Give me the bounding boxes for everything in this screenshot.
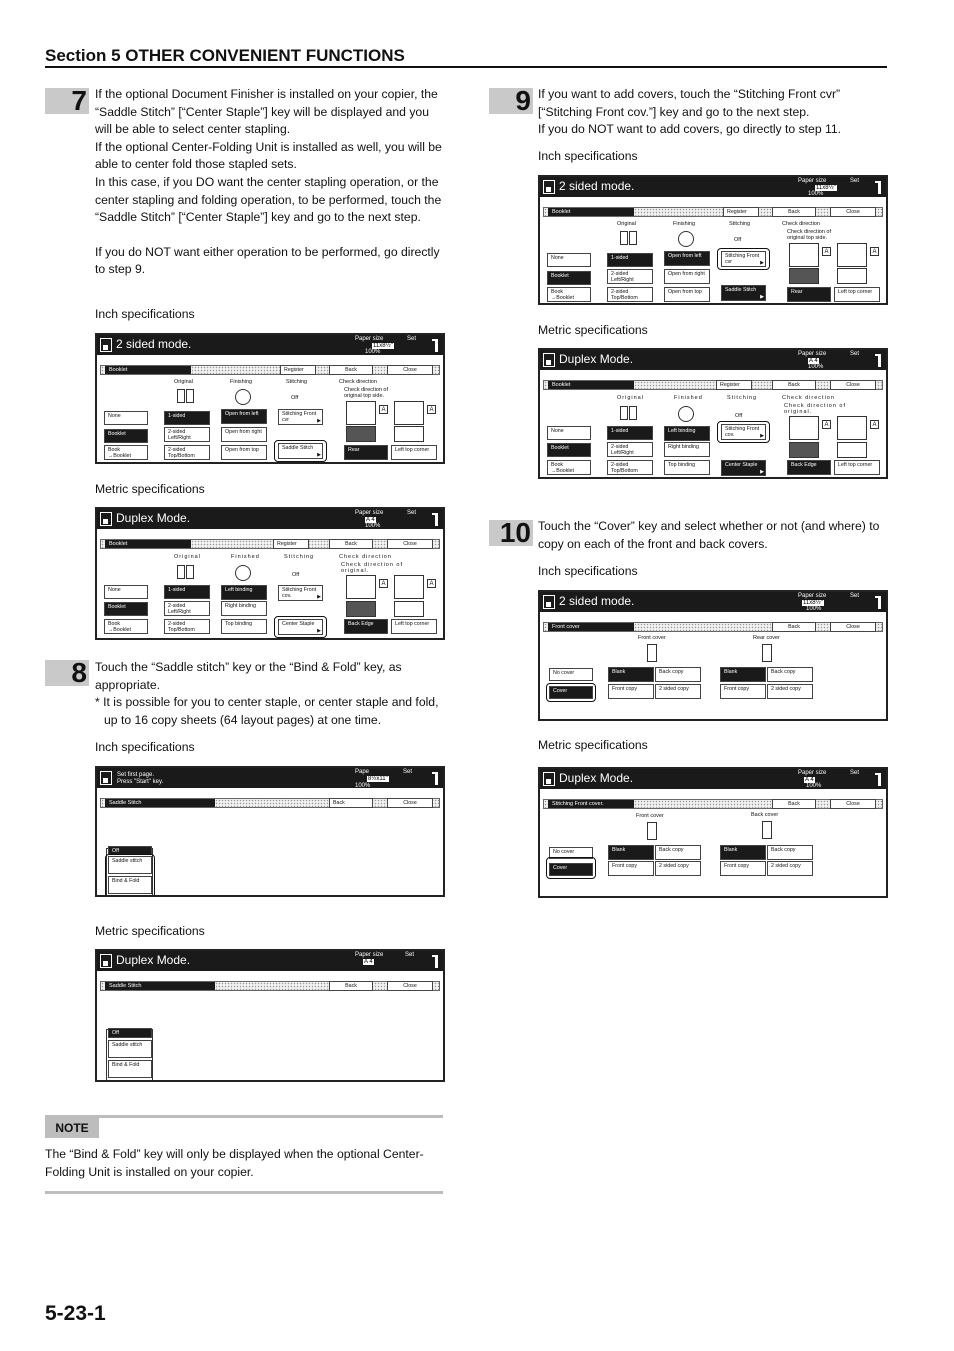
highlight-ring	[546, 857, 596, 879]
step-7-text	[95, 86, 445, 279]
copy-mode-icon	[543, 353, 555, 367]
saddle-stitch-label: Saddle Stitch	[105, 799, 215, 807]
off-option[interactable]: Off	[108, 1028, 152, 1038]
highlight-ring	[546, 683, 596, 702]
finishing-heading: Finishing	[230, 379, 253, 385]
two-sided-lr-button[interactable]: 2-sided Left/Right	[164, 427, 210, 442]
back-front-copy-button[interactable]: Front copy	[720, 861, 766, 876]
open-right-button[interactable]: Open from right	[221, 427, 267, 442]
step-8-para: Touch the “Saddle stitch” key or the “Bind & Fold” key, as appropriate.	[95, 660, 402, 692]
step-8-text	[95, 659, 445, 729]
step-9-inch-label: Inch specifications	[538, 149, 638, 163]
panel-7-metric	[95, 507, 445, 640]
two-sided-lr-button[interactable]: 2-sided Left/Right	[607, 269, 653, 284]
booklet-label: Booklet	[105, 366, 191, 374]
step-8-metric-label: Metric specifications	[95, 924, 205, 938]
open-top-button[interactable]: Open from top	[221, 445, 267, 460]
panel-9-inch	[538, 175, 888, 305]
open-left-button[interactable]: Open from left	[221, 409, 267, 424]
rear-front-copy-button[interactable]: Front copy	[720, 684, 766, 699]
center-staple-button[interactable]: Center Staple ▶	[278, 619, 323, 635]
two-sided-tb-button[interactable]: 2-sided Top/Bottom	[164, 445, 210, 460]
set-label: Set	[850, 178, 860, 184]
back-button[interactable]: Back	[329, 365, 373, 375]
set-label: Set	[407, 336, 417, 342]
step-9-number: 9	[489, 88, 533, 114]
step-7-para-3: In this case, if you DO want the center stapling operation, or the center stapling and folding operation, to be performed, touch the “Saddle Stitch” [“Center Staple”] key and go to the next step.	[95, 174, 442, 225]
none-button[interactable]: None	[547, 253, 591, 267]
letter-a-icon: A	[427, 405, 436, 414]
none-button[interactable]: None	[547, 426, 591, 440]
paper-size-label: Paper size	[798, 770, 827, 776]
booklet-button[interactable]: Booklet	[104, 429, 148, 443]
original-heading: Original	[617, 395, 644, 401]
close-button[interactable]: Close	[387, 798, 433, 808]
back-cover-heading: Back cover	[751, 812, 779, 818]
zoom-value: 100%	[806, 606, 822, 612]
paper-size-value: A 4	[809, 358, 818, 364]
highlight-ring	[105, 854, 155, 897]
front-front-copy-button[interactable]: Front copy	[608, 861, 654, 876]
left-top-corner-button[interactable]: Left top corner	[834, 460, 880, 475]
booklet-label: Booklet	[548, 381, 634, 389]
panel-7-inch	[95, 333, 445, 464]
close-button[interactable]: Close	[830, 207, 876, 217]
step-8-number: 8	[45, 660, 89, 686]
front-cover-heading: Front cover	[638, 635, 666, 641]
direction-diagram-icon	[346, 401, 376, 425]
back-two-sided-copy-button[interactable]: 2 sided copy	[767, 861, 813, 876]
rear-blank-button[interactable]: Blank	[720, 667, 766, 682]
check-direction-hint: Check direction of original.	[341, 562, 404, 574]
left-binding-button[interactable]: Left binding	[221, 585, 267, 600]
left-top-corner-button[interactable]: Left top corner	[391, 619, 437, 634]
copy-mode-icon	[100, 338, 112, 352]
direction-diagram-icon	[837, 416, 867, 440]
note-bottom-rule	[45, 1191, 443, 1194]
one-sided-button[interactable]: 1-sided	[164, 585, 210, 599]
panel-header	[540, 177, 886, 197]
panel-8-inch	[95, 766, 445, 897]
check-direction-heading: Check direction	[782, 221, 820, 227]
page-number: 5-23-1	[45, 1302, 106, 1325]
letter-a-icon: A	[822, 420, 831, 429]
booklet-label: Booklet	[548, 208, 634, 216]
none-button[interactable]: None	[104, 411, 148, 425]
back-button[interactable]: Back	[329, 539, 373, 549]
letter-a-icon: A	[379, 405, 388, 414]
zoom-value: 100%	[365, 523, 381, 529]
left-top-corner-button[interactable]: Left top corner	[391, 445, 437, 460]
back-cover-icon	[762, 821, 772, 839]
step-8-inch-label: Inch specifications	[95, 740, 195, 754]
set-label: Set	[403, 769, 413, 775]
highlight-ring	[274, 440, 327, 462]
step-9-metric-label: Metric specifications	[538, 323, 648, 337]
step-10-number: 10	[489, 520, 533, 546]
right-binding-button[interactable]: Right binding	[664, 442, 710, 457]
rear-diagram-icon	[789, 268, 819, 284]
panel-9-metric	[538, 348, 888, 479]
rear-cover-heading: Rear cover	[753, 635, 780, 641]
back-button[interactable]: Back	[329, 798, 373, 808]
two-sided-tb-button[interactable]: 2-sided Top/Bottom	[607, 287, 653, 302]
zoom-value: 100%	[808, 364, 824, 370]
one-sided-button[interactable]: 1-sided	[607, 426, 653, 440]
copy-mode-icon	[543, 595, 555, 609]
note-text: The “Bind & Fold” key will only be displayed when the optional Center-Folding Unit is installed on your copier.	[45, 1147, 424, 1179]
set-label: Set	[850, 351, 860, 357]
bind-fold-option[interactable]: Bind & Fold	[108, 1060, 152, 1078]
top-binding-button[interactable]: Top binding	[664, 460, 710, 475]
step-7-metric-label: Metric specifications	[95, 482, 205, 496]
back-back-copy-button[interactable]: Back copy	[767, 845, 813, 860]
original-icon	[620, 406, 640, 422]
direction-diagram-icon	[837, 243, 867, 267]
paper-size-label: Paper size	[355, 952, 384, 958]
step-7-inch-label: Inch specifications	[95, 307, 195, 321]
stitching-heading: Stitching	[729, 221, 751, 227]
open-right-button[interactable]: Open from right	[664, 269, 710, 284]
back-button[interactable]: Back	[772, 799, 816, 809]
direction-diagram-icon	[346, 575, 376, 599]
back-button[interactable]: Back	[772, 207, 816, 217]
front-cover-heading: Front cover	[636, 813, 664, 819]
step-10-inch-label: Inch specifications	[538, 564, 638, 578]
rear-two-sided-copy-button[interactable]: 2 sided copy	[767, 684, 813, 699]
front-blank-button[interactable]: Blank	[608, 667, 654, 682]
step-8-footnote: * It is possible for you to center staple, or center staple and fold, up to 16 copy sheets (64 layout pages) at one time.	[95, 695, 439, 727]
two-sided-tb-button[interactable]: 2-sided Top/Bottom	[164, 619, 210, 634]
stitching-value: Off	[735, 413, 743, 419]
open-left-button[interactable]: Open from left	[664, 251, 710, 266]
system-icon	[432, 955, 438, 968]
note-tag: NOTE	[45, 1118, 99, 1138]
panel-10-metric	[538, 767, 888, 898]
front-back-copy-button[interactable]: Back copy	[655, 667, 701, 682]
booklet-label: Booklet	[105, 540, 191, 548]
mode-title: Duplex Mode.	[116, 511, 191, 525]
finishing-heading: Finishing	[673, 221, 696, 227]
stitching-heading: Stitching	[284, 554, 315, 560]
original-icon	[620, 231, 640, 247]
copy-mode-icon	[543, 772, 555, 786]
paper-size-label: Paper size	[355, 510, 384, 516]
two-sided-lr-button[interactable]: 2-sided Left/Right	[607, 442, 653, 457]
front-front-copy-button[interactable]: Front copy	[608, 684, 654, 699]
letter-a-icon: A	[870, 247, 879, 256]
stitching-heading: Stitching	[727, 395, 758, 401]
front-cover-icon	[647, 822, 657, 840]
two-sided-lr-button[interactable]: 2-sided Left/Right	[164, 601, 210, 616]
cover-button[interactable]: Cover	[549, 686, 593, 699]
mode-title: 2 sided mode.	[559, 179, 635, 193]
check-direction-heading: Check direction	[339, 554, 392, 560]
original-heading: Original	[617, 221, 636, 227]
direction-diagram-icon	[394, 401, 424, 425]
back-edge-button[interactable]: Back Edge	[344, 619, 388, 634]
booklet-button[interactable]: Booklet	[547, 443, 591, 457]
original-heading: Original	[174, 379, 193, 385]
system-icon	[875, 773, 881, 786]
front-two-sided-copy-button[interactable]: 2 sided copy	[655, 684, 701, 699]
step-7-para-1: If the optional Document Finisher is installed on your copier, the “Saddle Stitch” [“Center Staple”] key will be displayed and you will be able to select center stapling.	[95, 87, 438, 137]
stitching-front-cover-button[interactable]: Stitching Front cvr ▶	[721, 251, 766, 267]
close-button[interactable]: Close	[387, 981, 433, 991]
paper-size-value: A 4	[364, 959, 373, 965]
highlight-ring	[717, 248, 770, 270]
register-button[interactable]: Register	[716, 380, 752, 390]
stitching-value: Off	[291, 395, 299, 401]
original-heading: Original	[174, 554, 201, 560]
front-blank-button[interactable]: Blank	[608, 845, 654, 860]
check-direction-hint: Check direction of original top side.	[344, 387, 389, 399]
back-blank-button[interactable]: Blank	[720, 845, 766, 860]
panel-header	[97, 335, 443, 355]
stitching-heading: Stitching	[286, 379, 308, 385]
book-booklet-button[interactable]: Book →Booklet	[104, 619, 148, 634]
left-top-corner-button[interactable]: Left top corner	[834, 287, 880, 302]
two-sided-tb-button[interactable]: 2-sided Top/Bottom	[607, 460, 653, 475]
paper-size-value: A 4	[366, 517, 375, 523]
open-top-button[interactable]: Open from top	[664, 287, 710, 302]
stitching-value: Off	[292, 572, 300, 578]
step-7-para-2: If the optional Center-Folding Unit is installed as well, you will be able to center fold those stapled sets.	[95, 139, 442, 172]
paper-size-label: Pape	[355, 769, 370, 775]
paper-size-value: 11x8½"	[816, 185, 836, 191]
set-label: Set	[407, 510, 417, 516]
mode-title: Duplex Mode.	[559, 771, 634, 785]
set-label: Set	[405, 952, 415, 958]
close-button[interactable]: Close	[830, 622, 876, 632]
panel-header	[540, 350, 886, 370]
saddle-stitch-label: Saddle Stitch	[105, 982, 215, 990]
status-message	[117, 772, 163, 786]
back-button[interactable]: Back	[772, 622, 816, 632]
paper-size-label: Paper size	[798, 593, 827, 599]
system-icon	[875, 354, 881, 367]
finishing-icon	[678, 406, 694, 422]
copy-mode-icon	[100, 954, 112, 968]
step-10-text: Touch the “Cover” key and select whether or not (and where) to copy on each of the front and back covers.	[538, 519, 880, 551]
back-button[interactable]: Back	[772, 380, 816, 390]
back-button[interactable]: Back	[329, 981, 373, 991]
copy-mode-icon	[100, 512, 112, 526]
front-back-copy-button[interactable]: Back copy	[655, 845, 701, 860]
rear-back-copy-button[interactable]: Back copy	[767, 667, 813, 682]
section-rule	[45, 66, 887, 68]
corner-diagram-icon	[394, 601, 424, 617]
close-button[interactable]: Close	[830, 380, 876, 390]
step-9-text	[538, 86, 888, 139]
back-edge-button[interactable]: Back Edge	[787, 460, 831, 475]
highlight-ring	[274, 616, 327, 638]
mode-title: 2 sided mode.	[116, 337, 192, 351]
rear-diagram-icon	[346, 426, 376, 442]
letter-a-icon: A	[379, 579, 388, 588]
no-cover-button[interactable]: No cover	[549, 847, 593, 859]
section-title: Section 5 OTHER CONVENIENT FUNCTIONS	[45, 46, 405, 65]
rear-button[interactable]: Rear	[787, 287, 831, 302]
saddle-stitch-option[interactable]: Saddle stitch	[108, 856, 152, 874]
rear-button[interactable]: Rear	[344, 445, 388, 460]
check-direction-hint: Check direction of original top side.	[787, 229, 832, 241]
one-sided-button[interactable]: 1-sided	[164, 411, 210, 425]
paper-size-value: 11x8½"	[803, 600, 823, 606]
left-binding-button[interactable]: Left binding	[664, 426, 710, 441]
register-button[interactable]: Register	[723, 207, 759, 217]
zoom-value: 100%	[808, 191, 824, 197]
corner-diagram-icon	[837, 442, 867, 458]
panel-header	[97, 768, 443, 788]
finished-heading: Finished	[674, 395, 703, 401]
step-10-metric-label: Metric specifications	[538, 738, 648, 752]
stitching-front-cover-label: Stitching Front cover.	[548, 800, 634, 808]
panel-header	[97, 509, 443, 529]
mode-title: 2 sided mode.	[559, 594, 635, 608]
copy-mode-icon	[543, 180, 555, 194]
system-icon	[432, 513, 438, 526]
set-label: Set	[850, 593, 860, 599]
paper-size-label: Paper size	[798, 178, 827, 184]
book-booklet-button[interactable]: Book →Booklet	[104, 445, 148, 460]
saddle-stitch-button[interactable]: Saddle Stitch ▶	[721, 285, 766, 301]
finishing-icon	[235, 565, 251, 581]
direction-diagram-icon	[394, 575, 424, 599]
stitching-front-cover-button[interactable]: Stitching Front cvr ▶	[278, 409, 323, 425]
right-binding-button[interactable]: Right binding	[221, 601, 267, 616]
letter-a-icon: A	[427, 579, 436, 588]
paper-size-label: Paper size	[798, 351, 827, 357]
panel-header	[97, 951, 443, 971]
stitching-value: Off	[734, 237, 742, 243]
front-cover-icon	[647, 644, 657, 662]
corner-diagram-icon	[394, 426, 424, 442]
mode-title: Duplex Mode.	[559, 352, 634, 366]
system-icon	[432, 772, 438, 785]
direction-diagram-icon	[789, 243, 819, 267]
system-icon	[875, 181, 881, 194]
center-staple-button[interactable]: Center Staple ▶	[721, 460, 766, 476]
paper-size-value: 8½x11"	[368, 776, 388, 782]
booklet-button[interactable]: Booklet	[547, 271, 591, 285]
close-button[interactable]: Close	[387, 365, 433, 375]
step-9-para-1: If you want to add covers, touch the “Stitching Front cvr” [“Stitching Front cov.”] key and go to the next step.	[538, 87, 841, 119]
direction-diagram-icon	[789, 416, 819, 440]
saddle-stitch-button[interactable]: Saddle Stitch ▶	[278, 443, 323, 459]
rear-cover-icon	[762, 644, 772, 662]
step-7-para-4: If you do NOT want either operation to be performed, go directly to step 9.	[95, 244, 440, 277]
finishing-icon	[678, 231, 694, 247]
set-label: Set	[850, 770, 860, 776]
paper-size-value: A 4	[805, 777, 814, 783]
rear-diagram-icon	[346, 601, 376, 617]
note-top-rule	[45, 1115, 443, 1118]
front-two-sided-copy-button[interactable]: 2 sided copy	[655, 861, 701, 876]
finished-heading: Finished	[231, 554, 260, 560]
highlight-ring	[717, 421, 770, 443]
letter-a-icon: A	[822, 247, 831, 256]
paper-size-value: 11x8½"	[373, 343, 393, 349]
no-cover-button[interactable]: No cover	[549, 668, 593, 681]
panel-header	[540, 592, 886, 612]
zoom-value: 100%	[365, 349, 381, 355]
system-icon	[875, 596, 881, 609]
book-booklet-button[interactable]: Book →Booklet	[547, 460, 591, 475]
system-icon	[432, 339, 438, 352]
check-direction-heading: Check direction	[339, 379, 377, 385]
message-line-2: Press "Start" key.	[117, 779, 164, 785]
step-9-para-2: If you do NOT want to add covers, go directly to step 11.	[538, 122, 842, 137]
one-sided-button[interactable]: 1-sided	[607, 253, 653, 267]
paper-size-label: Paper size	[355, 336, 384, 342]
register-button[interactable]: Register	[280, 365, 316, 375]
zoom-value: 100%	[806, 783, 822, 789]
corner-diagram-icon	[837, 268, 867, 284]
none-button[interactable]: None	[104, 585, 148, 599]
bind-fold-option[interactable]: Bind & Fold	[108, 876, 152, 894]
close-button[interactable]: Close	[387, 539, 433, 549]
mode-title: Duplex Mode.	[116, 953, 191, 967]
register-button[interactable]: Register	[273, 539, 309, 549]
booklet-button[interactable]: Booklet	[104, 602, 148, 616]
rear-diagram-icon	[789, 442, 819, 458]
panel-8-metric	[95, 949, 445, 1082]
stitching-front-cover-button[interactable]: Stitching Front cov. ▶	[278, 585, 323, 601]
letter-a-icon: A	[870, 420, 879, 429]
front-cover-label: Front cover	[548, 623, 634, 631]
close-button[interactable]: Close	[830, 799, 876, 809]
message-line-1: Set first page.	[117, 772, 155, 778]
original-icon	[177, 565, 197, 581]
zoom-value: 100%	[355, 783, 371, 789]
off-option[interactable]: Off	[108, 846, 152, 855]
panel-10-inch	[538, 590, 888, 721]
check-direction-heading: Check direction	[782, 395, 835, 401]
original-icon	[177, 389, 197, 405]
finishing-icon	[235, 389, 251, 405]
copy-mode-icon	[100, 771, 112, 785]
book-booklet-button[interactable]: Book →Booklet	[547, 287, 591, 302]
panel-header	[540, 769, 886, 789]
check-direction-hint: Check direction of original.	[784, 403, 847, 415]
cover-button[interactable]: Cover	[549, 863, 593, 876]
step-7-number: 7	[45, 88, 89, 114]
saddle-stitch-option[interactable]: Saddle stitch	[108, 1040, 152, 1058]
top-binding-button[interactable]: Top binding	[221, 619, 267, 634]
stitching-front-cover-button[interactable]: Stitching Front cov. ▶	[721, 424, 766, 440]
